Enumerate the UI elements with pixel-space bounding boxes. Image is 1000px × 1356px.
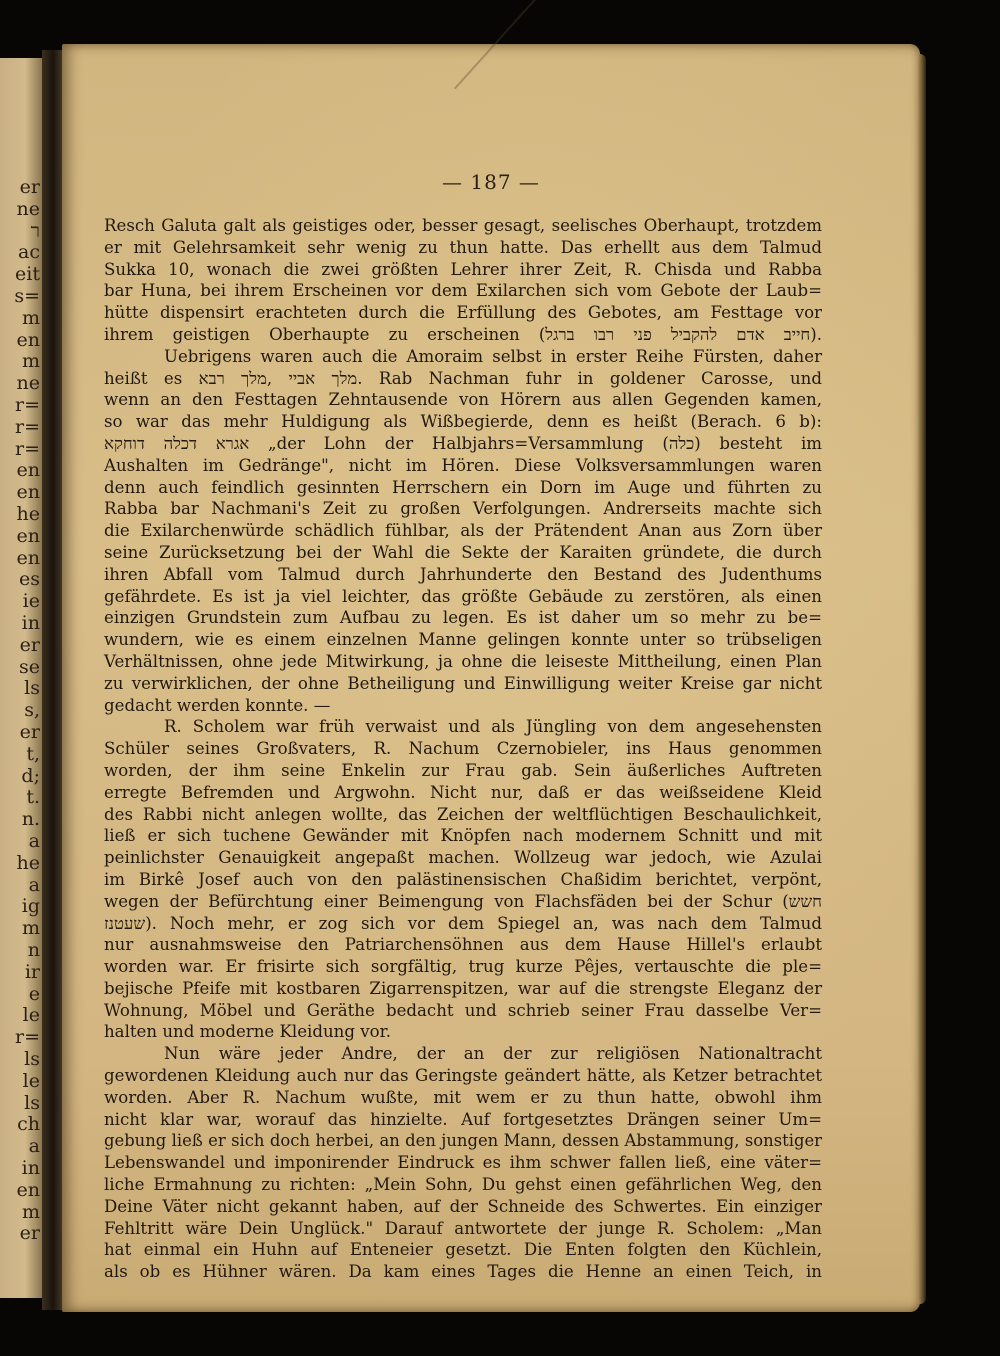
text-line: bar Huna, bei ihrem Erscheinen vor dem Exilarchen sich vom Gebote der Laub= — [104, 281, 822, 301]
text-line: wenn an den Festtagen Zehntausende von Hörern aus allen Gegenden kamen, — [104, 390, 822, 410]
text-line: Schüler seines Großvaters, R. Nachum Czernobieler, ins Haus genommen — [104, 739, 822, 759]
text-line: Uebrigens waren auch die Amoraim selbst in erster Reihe Fürsten, daher — [164, 346, 822, 366]
text-line: Lebenswandel und imponirender Eindruck es ihm schwer fallen ließ, eine väter= — [104, 1153, 822, 1173]
text-line: des Rabbi nicht anlegen wollte, das Zeichen der weltflüchtigen Beschaulichkeit, — [104, 804, 822, 824]
previous-page-text-fragment: ne — [16, 197, 40, 220]
previous-page-text-fragment: ls — [24, 677, 40, 700]
text-line: gebung ließ er sich doch herbei, an den jungen Mann, dessen Abstammung, sonstiger — [104, 1131, 822, 1151]
text-line: wegen der Befürchtung einer Beimengung von Flachsfäden bei der Schur (חשש — [104, 891, 822, 911]
previous-page-text-fragment: r= — [14, 437, 40, 460]
book-page — [62, 44, 920, 1312]
previous-page-text-fragment: m — [21, 1200, 40, 1223]
text-line: denn auch feindlich gesinnten Herrschern ein Dorn im Auge und führten zu — [104, 477, 822, 497]
previous-page-text-fragment: en — [16, 328, 40, 351]
previous-page-text-fragment: eit — [15, 263, 40, 286]
previous-page-text-fragment: ir — [24, 960, 40, 983]
previous-page-text-fragment: es — [19, 568, 40, 591]
text-line: Nun wäre jeder Andre, der an der zur religiösen Nationaltracht — [164, 1044, 822, 1064]
previous-page-text-fragment: en — [16, 481, 40, 504]
page-number: — 187 — — [442, 170, 540, 194]
text-line: Wohnung, Möbel und Geräthe bedacht und schrieb seiner Frau dasselbe Ver= — [104, 1000, 822, 1020]
previous-page-text-fragment: he — [16, 851, 40, 874]
previous-page-text-fragment: m — [21, 917, 40, 940]
previous-page-fragment — [0, 58, 42, 1298]
text-line: die Exilarchenwürde schädlich fühlbar, als der Prätendent Anan aus Zorn über — [104, 521, 822, 541]
previous-page-text-fragment: s= — [14, 285, 40, 307]
text-line: ihrem geistigen Oberhaupte zu erscheinen (חייב אדם להקביל פני רבו ברגל). — [104, 324, 822, 344]
previous-page-text-fragment: s, — [24, 699, 40, 722]
previous-page-text-fragment: a — [28, 1135, 40, 1158]
text-line: Deine Väter nicht gekannt haben, auf der Schneide des Schwertes. Ein einziger — [104, 1196, 822, 1216]
previous-page-text-fragment: ls — [24, 1048, 40, 1070]
previous-page-text-fragment: en — [16, 1178, 40, 1201]
previous-page-text-fragment: er — [19, 1222, 40, 1245]
previous-page-text-fragment: m — [21, 350, 40, 373]
previous-page-text-fragment: a — [28, 830, 40, 852]
text-line: seine Zurücksetzung bei der Wahl die Sekte der Karaiten gründete, die durch — [104, 542, 822, 562]
previous-page-text-fragment: r= — [14, 415, 40, 438]
previous-page-text-fragment: e — [28, 982, 40, 1005]
text-line: אגרא דכלה דוחקא „der Lohn der Halbjahrs=Versammlung (כלה) besteht im — [104, 433, 822, 453]
previous-page-text-fragment: er — [19, 633, 40, 656]
previous-page-text-fragment: er — [19, 176, 40, 198]
text-line: Rabba bar Nachmani's Zeit zu großen Verfolgungen. Andrerseits machte sich — [104, 499, 822, 519]
previous-page-text-fragment: ls — [24, 1091, 40, 1114]
text-line: hütte dispensirt erachteten durch die Erfüllung des Gebotes, am Festtage vor — [104, 303, 822, 323]
text-line: Fehltritt wäre Dein Unglück." Darauf antwortete der junge R. Scholem: „Man — [104, 1218, 822, 1238]
text-line: nur ausnahmsweise den Patriarchensöhnen aus dem Hause Hillel's erlaubt — [104, 935, 822, 955]
previous-page-text-fragment: n. — [21, 808, 40, 831]
text-line: Verhältnissen, ohne jede Mitwirkung, ja ohne die leiseste Mittheilung, einen Plan — [104, 651, 822, 671]
text-line: worden. Aber R. Nachum wußte, mit wem er zu thun hatte, obwohl ihm — [104, 1087, 822, 1107]
previous-page-text-fragment: a — [28, 873, 40, 896]
previous-page-text-fragment: ne — [16, 372, 40, 395]
previous-page-text-fragment: en — [16, 546, 40, 569]
text-line: halten und moderne Kleidung vor. — [104, 1022, 391, 1042]
text-line: Aushalten im Gedränge", nicht im Hören. Diese Volksversammlungen waren — [104, 455, 822, 475]
page-crease — [454, 0, 556, 89]
previous-page-text-fragment: ר — [30, 219, 40, 242]
text-line: gefährdete. Es ist ja viel leichter, das größte Gebäude zu zerstören, als einen — [104, 586, 822, 606]
text-line: so war das mehr Huldigung als Wißbegierde, denn es heißt (Berach. 6 b): — [104, 412, 822, 432]
text-line: Resch Galuta galt als geistiges oder, besser gesagt, seelisches Oberhaupt, trotzdem — [104, 216, 822, 235]
previous-page-text-fragment: ch — [17, 1113, 40, 1136]
book-gutter — [42, 50, 64, 1310]
previous-page-text-fragment: m — [21, 306, 40, 329]
text-line: er mit Gelehrsamkeit sehr wenig zu thun hatte. Das erhellt aus dem Talmud — [104, 237, 822, 257]
text-line: zu verwirklichen, der ohne Betheiligung und Einwilligung weiter Kreise gar nicht — [104, 673, 822, 693]
text-line: ihren Abfall vom Talmud durch Jahrhunderte den Bestand des Judenthums — [104, 564, 822, 584]
text-line: gedacht werden konnte. — — [104, 695, 331, 715]
text-line: einzigen Grundstein zum Aufbau zu legen. Es ist daher um so mehr zu be= — [104, 608, 822, 628]
text-line: als ob es Hühner wären. Da kam eines Tages die Henne an einen Teich, in — [104, 1262, 822, 1282]
page-body-text — [104, 215, 822, 1283]
text-line: erregte Befremden und Argwohn. Nicht nur, daß er das weißseidene Kleid — [104, 782, 822, 802]
text-line: ließ er sich tuchene Gewänder mit Knöpfen nach modernem Schnitt und mit — [104, 826, 822, 846]
text-line: שעטנז). Noch mehr, er zog sich vor dem Spiegel an, was nach dem Talmud — [104, 913, 822, 933]
text-line: hat einmal ein Huhn auf Enteneier gesetzt. Die Enten folgten den Küchlein, — [104, 1240, 822, 1260]
previous-page-text-fragment: er — [19, 721, 40, 743]
text-line: worden, der ihm seine Enkelin zur Frau gab. Sein äußerliches Auftreten — [104, 760, 822, 780]
previous-page-text-fragment: ie — [22, 590, 40, 613]
text-line: R. Scholem war früh verwaist und als Jüngling von dem angesehensten — [164, 717, 822, 737]
previous-page-text-fragment: r= — [14, 1026, 40, 1049]
previous-page-text-fragment: in — [21, 1157, 40, 1179]
page-edge — [918, 54, 926, 1304]
previous-page-text-fragment: t, — [26, 742, 40, 765]
previous-page-text-fragment: in — [21, 612, 40, 634]
text-line: wundern, wie es einem einzelnen Manne gelingen konnte unter so trübseligen — [104, 630, 822, 650]
previous-page-text-fragment: r= — [14, 394, 40, 416]
text-line: peinlichster Genauigkeit angepaßt machen. Wollzeug war jedoch, wie Azulai — [104, 848, 822, 868]
previous-page-text-fragment: se — [19, 655, 40, 678]
text-line: Sukka 10, wonach die zwei größten Lehrer ihrer Zeit, R. Chisda und Rabba — [104, 259, 822, 279]
previous-page-text-fragment: ac — [18, 241, 40, 264]
text-line: bejische Pfeife mit kostbaren Zigarrenspitzen, war auf die strengste Eleganz der — [104, 978, 822, 998]
previous-page-text-fragment: t. — [26, 786, 40, 809]
text-line: liche Ermahnung zu richten: „Mein Sohn, Du gehst einen gefährlichen Weg, den — [104, 1175, 822, 1195]
previous-page-text-fragment: ig — [21, 895, 40, 918]
text-line: gewordenen Kleidung auch nur das Geringste geändert hätte, als Ketzer betrachtet — [104, 1066, 822, 1086]
text-line: im Birkê Josef auch von den palästinensischen Chaßidim berichtet, verpönt, — [104, 869, 822, 889]
previous-page-text-fragment: le — [22, 1069, 40, 1092]
previous-page-text-fragment: le — [22, 1004, 40, 1027]
text-line: nicht klar war, worauf das hinzielte. Auf fortgesetztes Drängen seiner Um= — [104, 1109, 822, 1129]
previous-page-text-fragment: he — [16, 503, 40, 525]
previous-page-text-fragment: en — [16, 524, 40, 547]
previous-page-text-fragment: n — [27, 939, 40, 961]
text-line: worden war. Er frisirte sich sorgfältig, trug kurze Pêjes, vertauschte die ple= — [104, 957, 822, 977]
previous-page-text-fragment: d; — [21, 764, 40, 787]
text-line: heißt es מלך אביי ,מלך רבא. Rab Nachman fuhr in goldener Carosse, und — [104, 368, 822, 388]
previous-page-text-fragment: en — [16, 459, 40, 482]
